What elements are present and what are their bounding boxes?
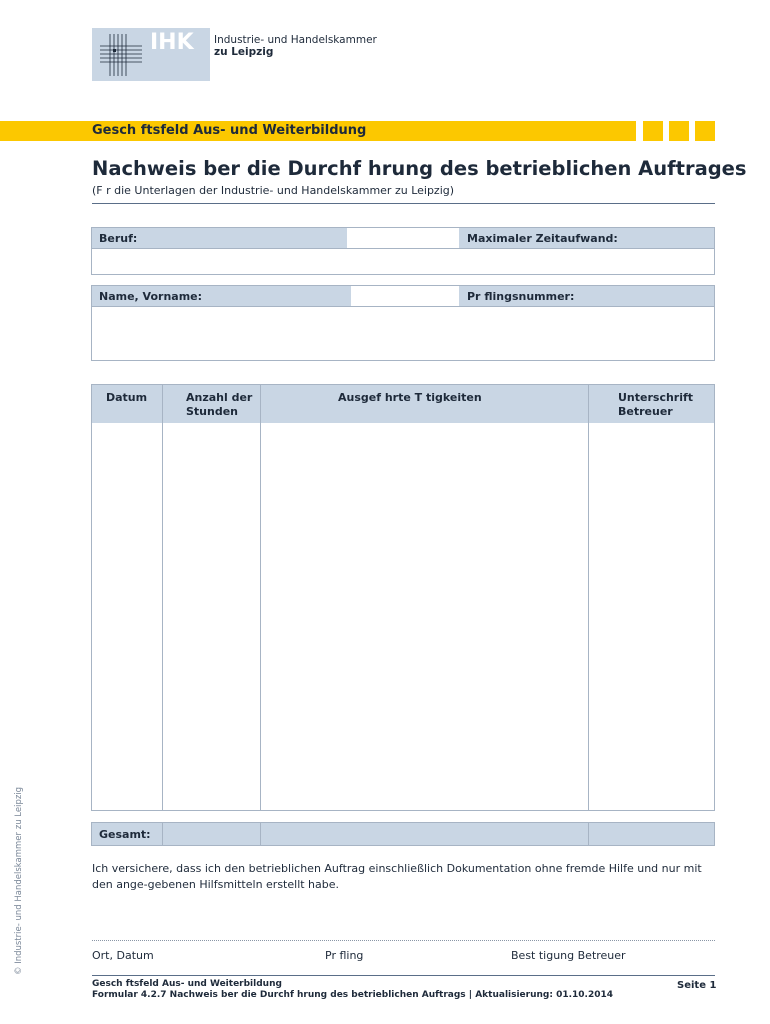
- divider: [92, 203, 715, 204]
- footer-divider: [92, 975, 715, 976]
- logo-line-2: zu Leipzig: [214, 46, 274, 58]
- band-square: [669, 121, 689, 141]
- column-divider: [588, 823, 589, 845]
- logo-mark: IHK: [150, 30, 194, 55]
- beruf-label: Beruf:: [99, 232, 138, 245]
- footer-line-1: Gesch ftsfeld Aus- und Weiterbildung: [92, 979, 282, 989]
- col-sign-header-1: Unterschrift: [618, 391, 694, 404]
- total-label: Gesamt:: [99, 828, 151, 841]
- band-square: [643, 121, 663, 141]
- name-label: Name, Vorname:: [99, 290, 203, 303]
- beruf-field[interactable]: [92, 249, 714, 274]
- col-hours-header-2: Stunden: [186, 405, 239, 418]
- copyright-note: © Industrie- und Handelskammer zu Leipzig: [14, 786, 24, 975]
- declaration-text: Ich versichere, dass ich den betrieblichen Auftrag einschließlich Dokumentation ohne fremde Hilfe und nur mit den ange-gebenen Hilfsmitteln erstellt habe.: [92, 862, 702, 891]
- date-column-cell[interactable]: [92, 423, 162, 810]
- pruefling-nr-label: Pr flingsnummer:: [467, 290, 575, 303]
- page-number: Seite 1: [677, 980, 717, 991]
- col-sign-header-2: Betreuer: [618, 405, 673, 418]
- name-field[interactable]: [92, 307, 714, 360]
- place-date-label: Ort, Datum: [92, 949, 154, 962]
- col-tasks-header: Ausgef hrte T tigkeiten: [338, 391, 482, 404]
- hours-column-cell[interactable]: [163, 423, 260, 810]
- band-square: [695, 121, 715, 141]
- signature-line: [92, 940, 715, 941]
- page-subtitle: (F r die Unterlagen der Industrie- und Handelskammer zu Leipzig): [92, 184, 455, 197]
- column-divider: [260, 823, 261, 845]
- page-title: Nachweis ber die Durchf hrung des betrieblichen Auftrages: [92, 157, 747, 180]
- col-date-header: Datum: [106, 391, 148, 404]
- band-title: Gesch ftsfeld Aus- und Weiterbildung: [92, 123, 367, 138]
- logo-line-1: Industrie- und Handelskammer: [214, 34, 377, 46]
- supervisor-label: Best tigung Betreuer: [511, 949, 626, 962]
- tasks-column-cell[interactable]: [261, 423, 588, 810]
- sign-column-cell[interactable]: [589, 423, 714, 810]
- zeitaufwand-label: Maximaler Zeitaufwand:: [467, 232, 618, 245]
- total-hours-cell[interactable]: [163, 823, 260, 845]
- footer-line-2: Formular 4.2.7 Nachweis ber die Durchf hrung des betrieblichen Auftrags | Aktualisierung: 01.10.2014: [92, 990, 614, 1000]
- candidate-label: Pr fling: [325, 949, 364, 962]
- col-hours-header-1: Anzahl der: [186, 391, 253, 404]
